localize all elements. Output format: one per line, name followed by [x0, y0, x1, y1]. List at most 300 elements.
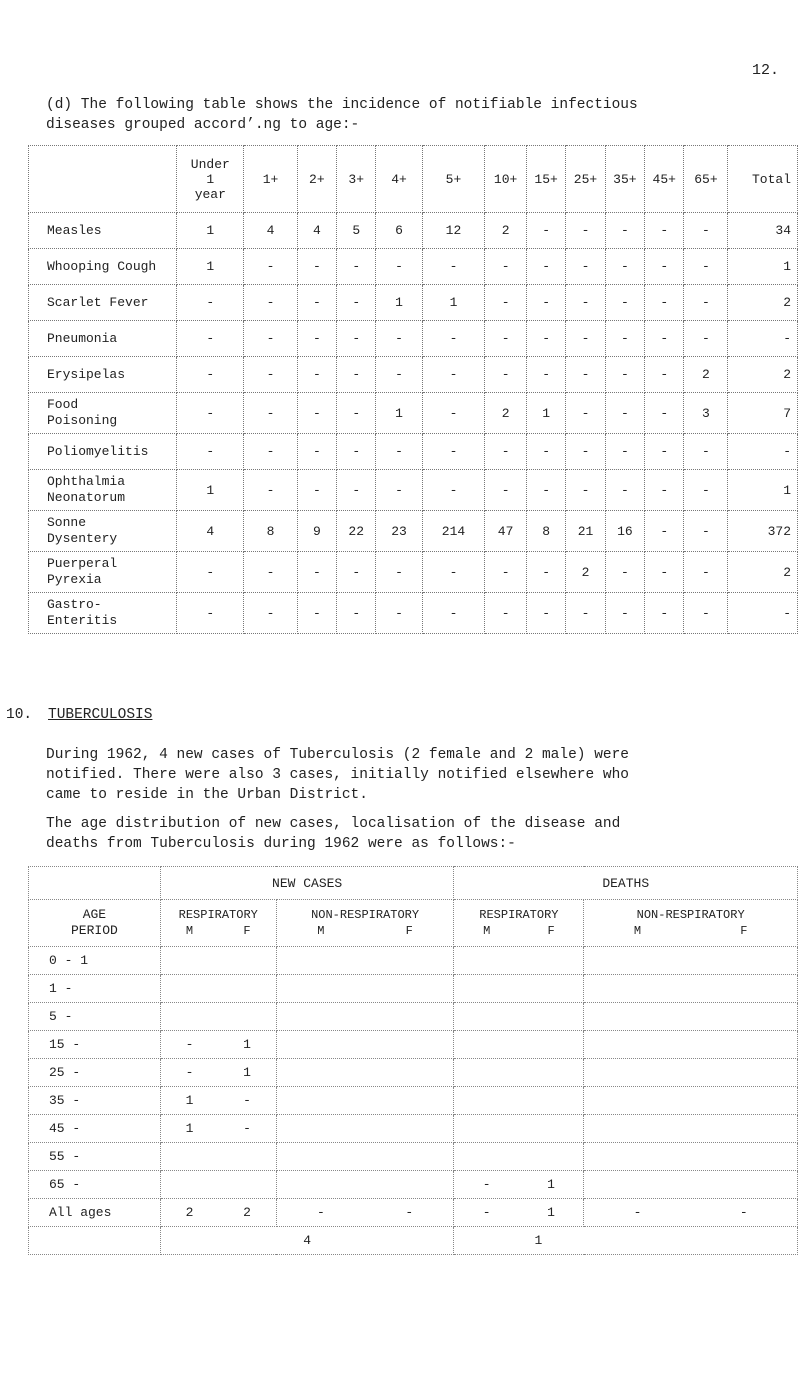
para1-line-2: notified. There were also 3 cases, initially notified elsewhere who	[46, 767, 629, 783]
count-cell: 2	[485, 213, 527, 249]
mf-pair-cell	[160, 1143, 276, 1171]
header-under-line1: Under	[190, 156, 230, 172]
count-cell: -	[337, 393, 376, 434]
count-cell: -	[244, 321, 297, 357]
count-cell: -	[645, 321, 684, 357]
section-heading	[6, 707, 152, 723]
count-cell: -	[337, 357, 376, 393]
count-cell: -	[244, 552, 297, 593]
count-cell: -	[526, 357, 565, 393]
count-cell: -	[605, 321, 644, 357]
f-label: F	[405, 924, 413, 938]
count-cell: -	[684, 213, 728, 249]
mf-pair-cell	[584, 1087, 798, 1115]
age-period-cell: 65 -	[29, 1171, 161, 1199]
mf-pair-cell	[160, 1087, 276, 1115]
disease-name	[29, 249, 177, 285]
count-cell: 22	[337, 511, 376, 552]
totals-blank	[29, 1227, 161, 1255]
count-cell: -	[605, 552, 644, 593]
table-row	[29, 393, 798, 434]
male-count: -	[185, 1037, 194, 1052]
disease-name-line: Food	[47, 397, 79, 412]
count-cell: -	[566, 249, 605, 285]
disease-name-line: Neonatorum	[47, 490, 126, 505]
disease-name	[29, 285, 177, 321]
table-row	[29, 249, 798, 285]
f-label: F	[547, 924, 555, 938]
disease-name-line: Gastro-	[47, 597, 102, 612]
female-count: -	[243, 1121, 251, 1136]
count-cell: -	[422, 552, 485, 593]
table-row	[29, 1115, 798, 1143]
female-count: 1	[243, 1037, 251, 1052]
count-cell: -	[684, 434, 728, 470]
age-header-line2: PERIOD	[70, 923, 118, 938]
disease-table	[28, 145, 798, 634]
table-row	[29, 511, 798, 552]
count-cell: 1	[526, 393, 565, 434]
mf-pair-cell	[454, 975, 584, 1003]
count-cell: 1	[376, 393, 422, 434]
count-cell: -	[684, 285, 728, 321]
mf-pair-cell	[276, 1059, 454, 1087]
table-row	[29, 213, 798, 249]
mf-pair-cell	[276, 1031, 454, 1059]
disease-name	[29, 434, 177, 470]
intro-line-2: diseases grouped accord’.ng to age:-	[46, 117, 360, 133]
count-cell: -	[376, 470, 422, 511]
count-cell: -	[485, 470, 527, 511]
count-cell: 2	[485, 393, 527, 434]
female-count: -	[243, 1093, 251, 1108]
count-cell: -	[177, 357, 244, 393]
count-cell: 12	[422, 213, 485, 249]
tb-group-deaths: DEATHS	[454, 867, 798, 900]
count-cell: -	[337, 552, 376, 593]
count-cell: 9	[297, 511, 336, 552]
header-65plus: 65+	[684, 146, 728, 213]
count-cell: -	[605, 470, 644, 511]
count-cell: -	[297, 434, 336, 470]
mf-pair-cell	[276, 1143, 454, 1171]
table-row	[29, 1087, 798, 1115]
mf-pair-cell	[584, 947, 798, 975]
mf-pair-cell	[276, 1171, 454, 1199]
count-cell: -	[376, 593, 422, 634]
count-cell: -	[337, 434, 376, 470]
count-cell: 1	[177, 249, 244, 285]
mf-pair-cell	[584, 1031, 798, 1059]
para2-line-2: deaths from Tuberculosis during 1962 were as follows:-	[46, 836, 516, 852]
new-nonrespiratory-label: NON-RESPIRATORY	[311, 908, 420, 922]
mf-pair-cell	[160, 1003, 276, 1031]
intro-text	[46, 95, 766, 135]
tb-sub-header-row	[29, 900, 798, 947]
count-cell: -	[684, 552, 728, 593]
count-cell: -	[244, 593, 297, 634]
count-cell: -	[177, 434, 244, 470]
male-count: -	[185, 1065, 194, 1080]
age-header-line1: AGE	[82, 907, 107, 922]
count-cell: 4	[177, 511, 244, 552]
mf-pair-cell	[584, 1003, 798, 1031]
age-period-cell: 15 -	[29, 1031, 161, 1059]
count-cell: -	[566, 393, 605, 434]
header-15plus: 15+	[526, 146, 565, 213]
mf-pair-cell	[584, 975, 798, 1003]
male-count: -	[482, 1205, 491, 1220]
count-cell: -	[177, 593, 244, 634]
disease-name-line: Poliomyelitis	[47, 443, 149, 459]
disease-name	[29, 321, 177, 357]
tb-group-new-cases: NEW CASES	[160, 867, 454, 900]
mf-pair-cell	[454, 1171, 584, 1199]
count-cell: 214	[422, 511, 485, 552]
table-row	[29, 975, 798, 1003]
table-row	[29, 1171, 798, 1199]
female-count: 1	[243, 1065, 251, 1080]
count-cell: -	[645, 511, 684, 552]
count-cell: -	[526, 213, 565, 249]
disease-name-line: Measles	[47, 222, 102, 238]
disease-table-body	[29, 213, 798, 634]
count-cell: -	[297, 249, 336, 285]
count-cell: -	[376, 321, 422, 357]
count-cell: -	[297, 357, 336, 393]
header-2plus: 2+	[297, 146, 336, 213]
count-cell: -	[422, 249, 485, 285]
table-row	[29, 1059, 798, 1087]
mf-pair-cell	[160, 1171, 276, 1199]
f-label: F	[740, 924, 748, 938]
mf-pair-cell	[276, 1199, 454, 1227]
disease-name-line: Puerperal	[47, 556, 118, 571]
count-cell: -	[605, 357, 644, 393]
disease-name-line: Pneumonia	[47, 330, 118, 346]
count-cell: 5	[337, 213, 376, 249]
female-count: -	[739, 1205, 748, 1220]
count-cell: -	[684, 593, 728, 634]
disease-name-line: Dysentery	[47, 531, 118, 546]
female-count: 2	[243, 1205, 251, 1220]
count-cell: -	[566, 285, 605, 321]
paragraph-2	[46, 814, 786, 854]
count-cell: -	[605, 434, 644, 470]
total-cell: -	[728, 593, 798, 634]
disease-name	[29, 357, 177, 393]
mf-pair-cell	[276, 1115, 454, 1143]
header-under-1-year	[177, 146, 244, 213]
count-cell: -	[177, 552, 244, 593]
count-cell: -	[244, 285, 297, 321]
tb-table-body	[29, 947, 798, 1255]
header-blank	[29, 146, 177, 213]
count-cell: 8	[526, 511, 565, 552]
header-5plus: 5+	[422, 146, 485, 213]
mf-pair-cell	[160, 1199, 276, 1227]
deaths-total: 1	[454, 1227, 798, 1255]
mf-pair-cell	[160, 947, 276, 975]
count-cell: -	[177, 393, 244, 434]
count-cell: -	[244, 434, 297, 470]
table-row	[29, 947, 798, 975]
disease-name	[29, 213, 177, 249]
count-cell: -	[485, 434, 527, 470]
table-row	[29, 470, 798, 511]
tb-new-respiratory-header	[160, 900, 276, 947]
mf-pair-cell	[584, 1171, 798, 1199]
total-cell: 2	[728, 552, 798, 593]
count-cell: -	[645, 552, 684, 593]
total-cell: 1	[728, 249, 798, 285]
table-row	[29, 1143, 798, 1171]
count-cell: -	[422, 593, 485, 634]
count-cell: 1	[177, 470, 244, 511]
disease-name-line: Erysipelas	[47, 366, 126, 382]
mf-pair-cell	[454, 1143, 584, 1171]
tb-age-blank	[29, 867, 161, 900]
count-cell: -	[337, 470, 376, 511]
mf-pair-cell	[584, 1143, 798, 1171]
count-cell: -	[376, 434, 422, 470]
table-row	[29, 285, 798, 321]
deaths-nonrespiratory-label: NON-RESPIRATORY	[636, 908, 745, 922]
paragraph-1	[46, 745, 786, 805]
count-cell: -	[566, 321, 605, 357]
age-period-cell: 35 -	[29, 1087, 161, 1115]
count-cell: -	[684, 249, 728, 285]
tb-group-header-row	[29, 867, 798, 900]
mf-pair-cell	[160, 1031, 276, 1059]
female-count: 1	[547, 1177, 555, 1192]
count-cell: -	[244, 357, 297, 393]
count-cell: -	[337, 321, 376, 357]
mf-pair-cell	[276, 1087, 454, 1115]
mf-pair-cell	[160, 975, 276, 1003]
count-cell: 2	[684, 357, 728, 393]
mf-pair-cell	[584, 1059, 798, 1087]
male-count: -	[482, 1177, 491, 1192]
table-row	[29, 321, 798, 357]
count-cell: -	[526, 249, 565, 285]
count-cell: 1	[422, 285, 485, 321]
count-cell: -	[244, 393, 297, 434]
male-count: 2	[185, 1205, 194, 1220]
disease-name-line: Enteritis	[47, 613, 118, 628]
count-cell: 4	[297, 213, 336, 249]
total-cell: 2	[728, 357, 798, 393]
male-count: -	[633, 1205, 642, 1220]
disease-name-line: Scarlet Fever	[47, 294, 149, 310]
total-cell: 2	[728, 285, 798, 321]
mf-pair-cell	[276, 975, 454, 1003]
count-cell: 23	[376, 511, 422, 552]
female-count: -	[405, 1205, 414, 1220]
count-cell: 2	[566, 552, 605, 593]
mf-pair-cell	[276, 947, 454, 975]
mf-pair-cell	[454, 1059, 584, 1087]
disease-name	[29, 511, 177, 552]
count-cell: -	[526, 593, 565, 634]
count-cell: -	[297, 285, 336, 321]
deaths-respiratory-label: RESPIRATORY	[479, 908, 559, 922]
count-cell: -	[566, 470, 605, 511]
new-respiratory-label: RESPIRATORY	[178, 908, 258, 922]
tb-deaths-nonrespiratory-header	[584, 900, 798, 947]
tuberculosis-table	[28, 866, 798, 1255]
count-cell: -	[297, 393, 336, 434]
disease-name-line: Sonne	[47, 515, 87, 530]
count-cell: 47	[485, 511, 527, 552]
disease-name-line: Pyrexia	[47, 572, 102, 587]
table-row	[29, 434, 798, 470]
count-cell: -	[566, 434, 605, 470]
count-cell: -	[645, 593, 684, 634]
count-cell: 16	[605, 511, 644, 552]
header-under-line3: year	[194, 186, 226, 202]
count-cell: 3	[684, 393, 728, 434]
count-cell: 1	[376, 285, 422, 321]
count-cell: -	[605, 285, 644, 321]
count-cell: -	[485, 249, 527, 285]
count-cell: -	[645, 434, 684, 470]
disease-name-line: Ophthalmia	[47, 474, 126, 489]
count-cell: -	[645, 357, 684, 393]
m-label: M	[483, 924, 491, 938]
total-cell: 7	[728, 393, 798, 434]
count-cell: -	[177, 285, 244, 321]
male-count: -	[316, 1205, 325, 1220]
table-row	[29, 1199, 798, 1227]
page-number: 12.	[752, 62, 780, 79]
count-cell: -	[485, 321, 527, 357]
total-cell: 34	[728, 213, 798, 249]
table-row	[29, 593, 798, 634]
header-35plus: 35+	[605, 146, 644, 213]
mf-pair-cell	[276, 1003, 454, 1031]
count-cell: -	[684, 321, 728, 357]
count-cell: -	[297, 470, 336, 511]
m-label: M	[185, 924, 194, 938]
age-period-cell: 25 -	[29, 1059, 161, 1087]
count-cell: -	[605, 213, 644, 249]
disease-name-line: Whooping Cough	[47, 258, 157, 274]
disease-name	[29, 552, 177, 593]
total-cell: 1	[728, 470, 798, 511]
total-cell: -	[728, 434, 798, 470]
male-count: 1	[185, 1093, 194, 1108]
mf-pair-cell	[454, 947, 584, 975]
count-cell: -	[422, 321, 485, 357]
section-number: 10.	[6, 707, 33, 723]
count-cell: -	[645, 249, 684, 285]
count-cell: -	[605, 249, 644, 285]
f-label: F	[243, 924, 251, 938]
para1-line-1: During 1962, 4 new cases of Tuberculosis (2 female and 2 male) were	[46, 747, 629, 763]
header-10plus: 10+	[485, 146, 527, 213]
age-period-cell: 45 -	[29, 1115, 161, 1143]
count-cell: -	[526, 285, 565, 321]
count-cell: -	[566, 593, 605, 634]
count-cell: 6	[376, 213, 422, 249]
count-cell: 8	[244, 511, 297, 552]
table-row	[29, 1003, 798, 1031]
disease-name	[29, 470, 177, 511]
count-cell: -	[297, 593, 336, 634]
disease-name	[29, 393, 177, 434]
count-cell: -	[485, 285, 527, 321]
m-label: M	[633, 924, 642, 938]
count-cell: -	[684, 511, 728, 552]
count-cell: -	[566, 357, 605, 393]
table-row	[29, 1031, 798, 1059]
age-period-cell: All ages	[29, 1199, 161, 1227]
count-cell: -	[485, 357, 527, 393]
disease-header-row	[29, 146, 798, 213]
count-cell: -	[526, 470, 565, 511]
mf-pair-cell	[454, 1031, 584, 1059]
count-cell: -	[337, 593, 376, 634]
tb-age-period-header	[29, 900, 161, 947]
count-cell: -	[526, 321, 565, 357]
count-cell: -	[422, 470, 485, 511]
total-cell: 372	[728, 511, 798, 552]
table-row	[29, 552, 798, 593]
count-cell: -	[566, 213, 605, 249]
count-cell: -	[337, 285, 376, 321]
header-4plus: 4+	[376, 146, 422, 213]
intro-line-1: (d) The following table shows the incidence of notifiable infectious	[46, 97, 638, 113]
para1-line-3: came to reside in the Urban District.	[46, 787, 368, 803]
count-cell: -	[376, 357, 422, 393]
age-period-cell: 0 - 1	[29, 947, 161, 975]
mf-pair-cell	[454, 1087, 584, 1115]
count-cell: -	[485, 593, 527, 634]
totals-row	[29, 1227, 798, 1255]
count-cell: -	[645, 470, 684, 511]
count-cell: -	[297, 552, 336, 593]
mf-pair-cell	[160, 1059, 276, 1087]
mf-pair-cell	[454, 1003, 584, 1031]
count-cell: -	[645, 285, 684, 321]
header-1plus: 1+	[244, 146, 297, 213]
count-cell: 21	[566, 511, 605, 552]
mf-pair-cell	[584, 1115, 798, 1143]
count-cell: -	[645, 393, 684, 434]
mf-pair-cell	[454, 1199, 584, 1227]
count-cell: -	[605, 593, 644, 634]
count-cell: -	[526, 434, 565, 470]
header-45plus: 45+	[645, 146, 684, 213]
age-period-cell: 1 -	[29, 975, 161, 1003]
count-cell: -	[422, 434, 485, 470]
header-total: Total	[728, 146, 798, 213]
age-period-cell: 55 -	[29, 1143, 161, 1171]
disease-name-line: Poisoning	[47, 413, 118, 428]
female-count: 1	[547, 1205, 555, 1220]
count-cell: 1	[177, 213, 244, 249]
count-cell: -	[645, 213, 684, 249]
mf-pair-cell	[584, 1199, 798, 1227]
header-3plus: 3+	[337, 146, 376, 213]
count-cell: -	[422, 357, 485, 393]
count-cell: -	[485, 552, 527, 593]
section-title: TUBERCULOSIS	[48, 707, 153, 723]
count-cell: 4	[244, 213, 297, 249]
count-cell: -	[244, 249, 297, 285]
total-cell: -	[728, 321, 798, 357]
